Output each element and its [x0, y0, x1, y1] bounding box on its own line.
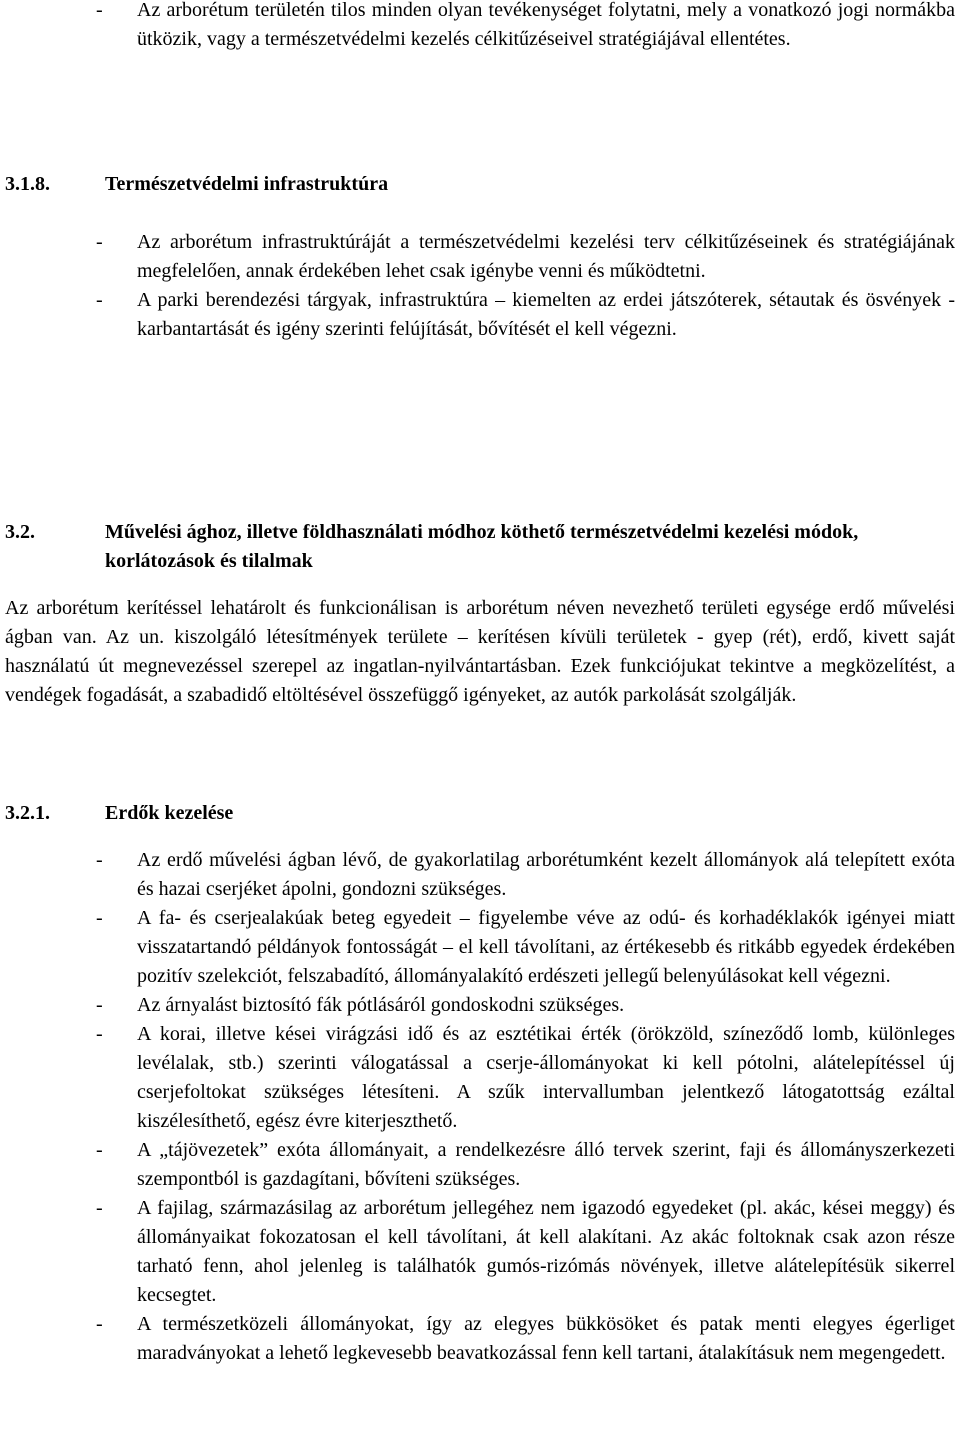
list-item [0, 228, 960, 286]
bullet-dash: - [96, 849, 103, 871]
bullet-text: A korai, illetve kései virágzási idő és az esztétikai érték (örökzöld, színeződő lomb, különleges levélalak, stb.) szerinti válogatással a cserje-állományokat ki kell pótolni, alátelepítéssel új cserjefoltokat szükséges létesíteni. A szűk intervallumban jelentkező látogatottság ezáltal kiszélesíthető, egész évre kiterjeszthető. [137, 1023, 955, 1132]
list-item [0, 991, 960, 1020]
bullet-text: Az arborétum infrastruktúráját a természetvédelmi kezelési terv célkitűzéseinek és stratégiájának megfelelően, annak érdekében lehet csak igénybe venni és működtetni. [137, 231, 955, 282]
section-number: 3.1.8. [5, 173, 50, 195]
section-title: Művelési ághoz, illetve földhasználati módhoz köthető természetvédelmi kezelési módok, korlátozások és tilalmak [105, 521, 859, 572]
bullet-dash: - [96, 1313, 103, 1335]
list-item [0, 1310, 960, 1368]
bullet-dash: - [96, 1023, 103, 1045]
list-item [0, 1136, 960, 1194]
bullet-dash: - [96, 907, 103, 929]
section-number: 3.2. [5, 521, 35, 543]
section-title: Természetvédelmi infrastruktúra [105, 173, 389, 195]
body-paragraph: Az arborétum kerítéssel lehatárolt és funkcionálisan is arborétum néven nevezhető területi egysége erdő művelési ágban van. Az un. kiszolgáló létesítmények területe – kerítésen kívüli területek - gyep (rét), erdő, kivett saját használatú út megnevezéssel szerepel az ingatlan-nyilvántartásban. Ezek funkciójukat tekintve a megközelítést, a vendégek fogadását, a szabadidő eltöltésével összefüggő igényeket, az autók parkolását szolgálják. [5, 597, 955, 706]
bullet-dash: - [96, 289, 103, 311]
list-item [0, 0, 960, 54]
bullet-text: A parki berendezési tárgyak, infrastruktúra – kiemelten az erdei játszóterek, sétautak és ösvények - karbantartását és igény szerinti felújítását, bővítését el kell végezni. [137, 289, 955, 340]
section-3-2-1-bullets [0, 846, 960, 1368]
bullet-dash: - [96, 0, 103, 21]
bullet-dash: - [96, 1197, 103, 1219]
list-item [0, 846, 960, 904]
section-3-1-8-bullets [0, 228, 960, 344]
bullet-text: A természetközeli állományokat, így az elegyes bükkösöket és patak menti elegyes égerliget maradványokat a lehető legkevesebb beavatkozással fenn kell tartani, átalakításuk nem megengedett. [137, 1313, 955, 1364]
section-3-2-heading [0, 518, 960, 576]
list-item [0, 1020, 960, 1136]
bullet-text: Az arborétum területén tilos minden olyan tevékenységet folytatni, mely a vonatkozó jogi normákba ütközik, vagy a természetvédelmi kezelés célkitűzéseivel stratégiájával ellentétes. [137, 0, 955, 50]
list-item [0, 1194, 960, 1310]
section-3-1-8-heading [0, 170, 960, 199]
bullet-dash: - [96, 1139, 103, 1161]
section-3-2-paragraph [0, 594, 960, 710]
bullet-text: A fajilag, származásilag az arborétum jellegéhez nem igazodó egyedeket (pl. akác, kései meggy) és állományaikat fokozatosan el kell távolítani, át kell alakítani. Az akác foltoknak csak azon része tarható fenn, ahol jelenleg is találhatók gumós-rizómás növények, illetve alátelepítésük sikerrel kecsegtet. [137, 1197, 955, 1306]
bullet-text: A „tájövezetek” exóta állományait, a rendelkezésre álló tervek szerint, faji és állományszerkezeti szempontból is gazdagítani, bővíteni szükséges. [137, 1139, 955, 1190]
section-number: 3.2.1. [5, 802, 50, 824]
bullet-text: A fa- és cserjealakúak beteg egyedeit – figyelembe véve az odú- és korhadéklakók igényei miatt visszatartandó példányok fontosságát – el kell távolítani, az értékesebb és ritkább egyedek érdekében pozitív szelekciót, felszabadító, állományalakító erdészeti jellegű belenyúlásokat kell végezni. [137, 907, 955, 987]
top-bullet-list [0, 0, 960, 54]
section-3-2-1-heading [0, 799, 960, 828]
bullet-text: Az erdő művelési ágban lévő, de gyakorlatilag arborétumként kezelt állományok alá telepített exóta és hazai cserjéket ápolni, gondozni szükséges. [137, 849, 955, 900]
section-title: Erdők kezelése [105, 802, 234, 824]
bullet-text: Az árnyalást biztosító fák pótlásáról gondoskodni szükséges. [137, 994, 625, 1016]
list-item [0, 904, 960, 991]
bullet-dash: - [96, 994, 103, 1016]
list-item [0, 286, 960, 344]
bullet-dash: - [96, 231, 103, 253]
